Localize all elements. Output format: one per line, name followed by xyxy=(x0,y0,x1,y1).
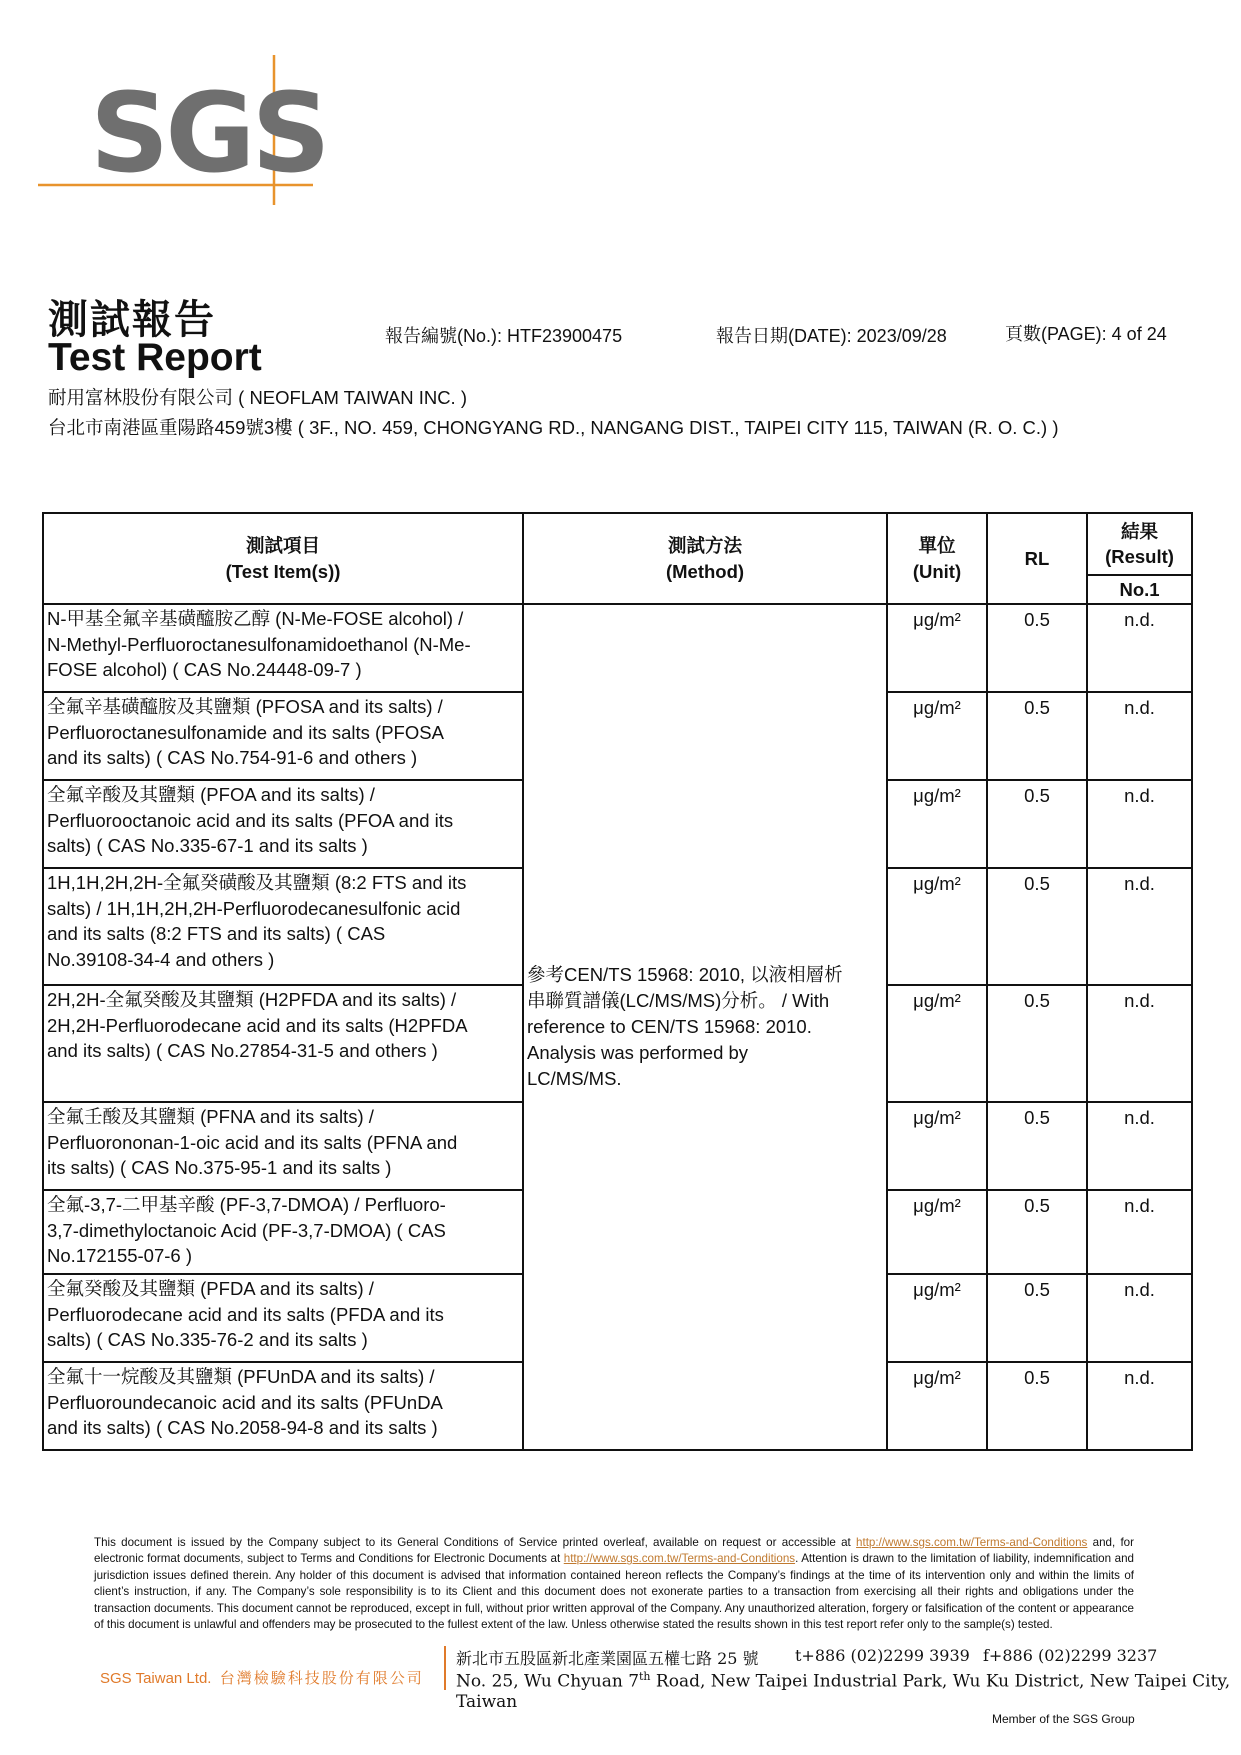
disclaimer-text: and, for electronic format documents, subject to Terms and Conditions for Electronic Documents at xyxy=(94,1536,1134,1566)
rl-cell: 0.5 xyxy=(987,1274,1087,1362)
header-sample-no1: No.1 xyxy=(1087,575,1192,604)
test-item-line: Perfluorononan-1-oic acid and its salts (PFNA and xyxy=(47,1131,458,1153)
header-result xyxy=(1087,513,1192,575)
page-number: 頁數(PAGE): 4 of 24 xyxy=(1005,324,1167,344)
result-cell: n.d. xyxy=(1087,1102,1192,1190)
result-cell: n.d. xyxy=(1087,604,1192,692)
header-rl: RL xyxy=(987,513,1087,604)
disclaimer-text: This document is issued by the Company subject to its General Conditions of Service printed overleaf, available on request or accessible at xyxy=(94,1536,851,1549)
rl-cell: 0.5 xyxy=(987,692,1087,780)
unit-cell: μg/m² xyxy=(887,692,987,780)
header-method-en: (Method) xyxy=(665,560,745,582)
test-item-line: salts) / 1H,1H,2H,2H-Perfluorodecanesulfonic acid xyxy=(47,897,461,919)
unit-cell: μg/m² xyxy=(887,1274,987,1362)
unit-cell: μg/m² xyxy=(887,604,987,692)
report-number: 報告編號(No.): HTF23900475 xyxy=(385,326,623,346)
test-item-line: and its salts (8:2 FTS and its salts) ( CAS xyxy=(47,923,386,944)
test-item-line: salts) ( CAS No.335-76-2 and its salts ) xyxy=(47,1329,368,1350)
header-method xyxy=(523,513,887,604)
test-item-line: No.172155-07-6 ) xyxy=(47,1245,193,1266)
test-item-line: N-甲基全氟辛基磺醯胺乙醇 (N-Me-FOSE alcohol) / xyxy=(47,608,464,629)
rl-cell: 0.5 xyxy=(987,985,1087,1102)
header-test-item xyxy=(43,513,523,604)
method-line: 串聯質譜儀(LC/MS/MS)分析。 / With xyxy=(527,990,830,1011)
footer-address-en-part: Road, New Taipei Industrial Park, Wu Ku District, New Taipei City, Taiwan xyxy=(456,1671,1231,1712)
footer-fax: f+886 (02)2299 3237 xyxy=(983,1646,1158,1665)
test-item-cell xyxy=(43,1102,523,1190)
test-item-line: FOSE alcohol) ( CAS No.24448-09-7 ) xyxy=(47,659,362,680)
table-row xyxy=(43,604,1192,692)
unit-cell: μg/m² xyxy=(887,1362,987,1450)
client-company: 耐用富林股份有限公司 ( NEOFLAM TAIWAN INC. ) xyxy=(48,387,467,408)
test-item-cell xyxy=(43,780,523,868)
result-cell: n.d. xyxy=(1087,1362,1192,1450)
test-item-line: Perfluoroctanesulfonamide and its salts (PFOSA xyxy=(47,721,444,743)
rl-cell: 0.5 xyxy=(987,1362,1087,1450)
result-cell: n.d. xyxy=(1087,1274,1192,1362)
test-item-line: 全氟辛酸及其鹽類 (PFOA and its salts) / xyxy=(47,784,375,805)
header-unit-zh: 單位 xyxy=(918,535,956,556)
terms-link[interactable]: http://www.sgs.com.tw/Terms-and-Conditions xyxy=(856,1536,1088,1549)
result-cell: n.d. xyxy=(1087,1190,1192,1274)
method-cell xyxy=(523,604,887,1450)
method-line: reference to CEN/TS 15968: 2010. xyxy=(527,1016,812,1037)
header-result-zh: 結果 xyxy=(1120,520,1158,542)
footer-address-en-part: No. 25, Wu Chyuan 7 xyxy=(456,1671,640,1692)
test-item-line: salts) ( CAS No.335-67-1 and its salts ) xyxy=(47,835,368,856)
rl-cell: 0.5 xyxy=(987,1190,1087,1274)
test-item-line: 2H,2H-全氟癸酸及其鹽類 (H2PFDA and its salts) / xyxy=(47,989,457,1010)
sgs-logo-text: SGS xyxy=(90,69,327,197)
footer-address-zh: 新北市五股區新北產業園區五權七路 25 號 xyxy=(456,1649,759,1668)
test-item-cell xyxy=(43,692,523,780)
result-cell: n.d. xyxy=(1087,985,1192,1102)
test-item-line: 2H,2H-Perfluorodecane acid and its salts (H2PFDA xyxy=(47,1014,468,1036)
test-item-line: Perfluoroundecanoic acid and its salts (PFUnDA xyxy=(47,1391,443,1413)
test-item-line: 全氟癸酸及其鹽類 (PFDA and its salts) / xyxy=(47,1278,374,1299)
footer-address-en xyxy=(456,1670,1241,1712)
footer-company-en: SGS Taiwan Ltd. xyxy=(100,1670,212,1687)
method-line: 參考CEN/TS 15968: 2010, 以液相層析 xyxy=(527,964,843,985)
test-item-line: and its salts) ( CAS No.27854-31-5 and others ) xyxy=(47,1040,438,1061)
footer-telephone: t+886 (02)2299 3939 xyxy=(795,1646,970,1665)
test-item-cell xyxy=(43,868,523,985)
table-header-row xyxy=(43,513,1192,575)
unit-cell: μg/m² xyxy=(887,1190,987,1274)
footer-company xyxy=(100,1667,424,1688)
unit-cell: μg/m² xyxy=(887,780,987,868)
result-cell: n.d. xyxy=(1087,868,1192,985)
test-item-line: 全氟辛基磺醯胺及其鹽類 (PFOSA and its salts) / xyxy=(47,696,443,717)
header-unit-en: (Unit) xyxy=(912,560,962,582)
result-cell: n.d. xyxy=(1087,692,1192,780)
header-test-item-zh: 測試項目 xyxy=(245,535,320,556)
test-item-cell xyxy=(43,1362,523,1450)
test-item-line: and its salts) ( CAS No.2058-94-8 and its salts ) xyxy=(47,1417,438,1438)
unit-cell: μg/m² xyxy=(887,1102,987,1190)
test-item-cell xyxy=(43,985,523,1102)
footer-address-en-sup: th xyxy=(639,1670,651,1683)
test-item-line: 全氟-3,7-二甲基辛酸 (PF-3,7-DMOA) / Perfluoro- xyxy=(47,1194,446,1215)
unit-cell: μg/m² xyxy=(887,985,987,1102)
rl-cell: 0.5 xyxy=(987,604,1087,692)
test-item-line: 1H,1H,2H,2H-全氟癸磺酸及其鹽類 (8:2 FTS and its xyxy=(47,872,467,893)
report-title-en: Test Report xyxy=(48,336,262,379)
test-item-line: N-Methyl-Perfluoroctanesulfonamidoethanol (N-Me- xyxy=(47,633,471,655)
legal-disclaimer xyxy=(94,1535,1134,1633)
unit-cell: μg/m² xyxy=(887,868,987,985)
method-line: LC/MS/MS. xyxy=(527,1068,622,1089)
test-item-cell xyxy=(43,1190,523,1274)
test-item-cell xyxy=(43,604,523,692)
test-item-line: Perfluorooctanoic acid and its salts (PFOA and its xyxy=(47,809,454,831)
test-item-line: its salts) ( CAS No.375-95-1 and its salts ) xyxy=(47,1157,392,1178)
results-table xyxy=(42,512,1193,1451)
report-date: 報告日期(DATE): 2023/09/28 xyxy=(716,326,947,346)
test-item-line: and its salts) ( CAS No.754-91-6 and others ) xyxy=(47,747,418,768)
electronic-terms-link[interactable]: http://www.sgs.com.tw/Terms-and-Conditions xyxy=(563,1552,796,1566)
client-address: 台北市南港區重陽路459號3樓 ( 3F., NO. 459, CHONGYANG RD., NANGANG DIST., TAIPEI CITY 115, TAIWAN (R. O. C.) ) xyxy=(48,417,1059,438)
method-line: Analysis was performed by xyxy=(527,1042,749,1063)
rl-cell: 0.5 xyxy=(987,1102,1087,1190)
footer-company-zh: 台灣檢驗科技股份有限公司 xyxy=(219,1669,424,1687)
test-item-line: Perfluorodecane acid and its salts (PFDA and its xyxy=(47,1303,444,1325)
header-method-zh: 測試方法 xyxy=(667,535,742,556)
header-test-item-en: (Test Item(s)) xyxy=(225,560,341,582)
footer-divider xyxy=(444,1646,446,1690)
result-cell: n.d. xyxy=(1087,780,1192,868)
test-item-cell xyxy=(43,1274,523,1362)
sgs-group-member: Member of the SGS Group xyxy=(992,1712,1135,1726)
test-item-line: 全氟壬酸及其鹽類 (PFNA and its salts) / xyxy=(47,1106,374,1127)
report-title-zh: 測試報告 xyxy=(48,298,216,342)
test-item-line: 3,7-dimethyloctanoic Acid (PF-3,7-DMOA) ( CAS xyxy=(47,1219,446,1241)
disclaimer-text: . Attention is drawn to the limitation of liability, indemnification and jurisdiction issues defined therein. Any holder of this document is advised that information contained hereon reflects the Company’s findings at the time of its intervention only and within the limits of client’s instruction, if any. The Company’s sole responsibility is to its Client and this document does not exonerate parties to a transaction from exercising all their rights and obligations under the transaction documents. This document cannot be reproduced, except in full, without prior written approval of the Company. Any unauthorized alteration, forgery or falsification of the content or appearance of this document is unlawful and offenders may be prosecuted to the fullest extent of the law. Unless otherwise stated the results shown in this test report refer only to the sample(s) tested. xyxy=(94,1552,1134,1632)
rl-cell: 0.5 xyxy=(987,868,1087,985)
rl-cell: 0.5 xyxy=(987,780,1087,868)
header-result-en: (Result) xyxy=(1105,546,1174,567)
test-item-line: No.39108-34-4 and others ) xyxy=(47,948,275,970)
header-unit xyxy=(887,513,987,604)
test-item-line: 全氟十一烷酸及其鹽類 (PFUnDA and its salts) / xyxy=(47,1366,435,1387)
